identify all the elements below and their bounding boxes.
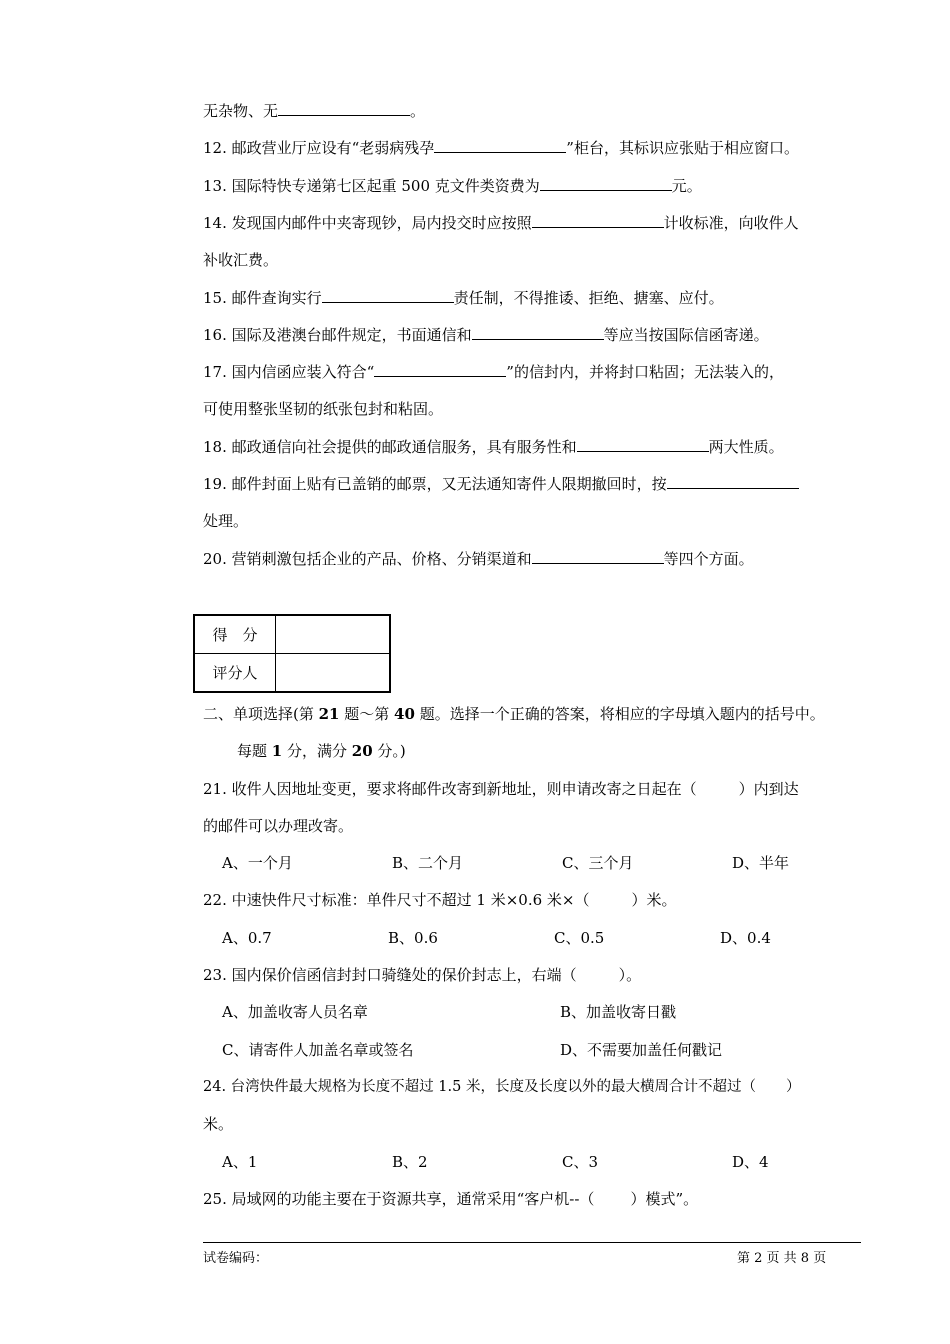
option-a: A、1 [222,1153,258,1171]
question-21: 21. 收件人因地址变更，要求将邮件改寄到新地址，则申请改寄之日起在（ ）内到达 [203,780,799,798]
answer-blank [667,474,799,489]
question-22: 22. 中速快件尺寸标准：单件尺寸不超过 1 米×0.6 米×（ ）米。 [203,891,677,909]
answer-blank [532,213,664,228]
option-c: C、3 [562,1153,599,1171]
option-d: D、0.4 [720,929,771,947]
option-d: D、半年 [732,854,790,872]
answer-blank [532,549,664,564]
option-b: B、加盖收寄日戳 [560,1003,677,1021]
question-17: 17. 国内信函应装入符合“ ”的信封内，并将封口粘固；无法装入的， [203,363,784,381]
option-c: C、请寄件人加盖名章或签名 [222,1041,414,1059]
score-label: 得 分 [194,615,276,654]
question-19-continuation: 处理。 [203,512,249,530]
question-24: 24. 台湾快件最大规格为长度不超过 1.5 米，长度及长度以外的最大横周合计不超过（ ） [203,1079,801,1095]
option-b: B、二个月 [392,854,464,872]
question-12: 12. 邮政营业厅应设有“老弱病残孕 ”柜台，其标识应张贴于相应窗口。 [203,139,799,157]
option-d: D、4 [732,1153,769,1171]
question-14-continuation: 补收汇费。 [203,251,279,269]
question-17-continuation: 可使用整张坚韧的纸张包封和粘固。 [203,400,444,418]
grader-cell [276,654,391,693]
question-15: 15. 邮件查询实行 责任制，不得推诿、拒绝、搪塞、应付。 [203,289,724,307]
answer-blank [472,325,604,340]
section-heading: 二、单项选择(第 21 题～第 40 题。选择一个正确的答案，将相应的字母填入题内的括号中。 [203,705,825,723]
answer-blank [434,138,566,153]
option-a: A、0.7 [222,929,272,947]
exam-code-label: 试卷编码： [203,1251,269,1266]
grader-label: 评分人 [194,654,276,693]
question-21-continuation: 的邮件可以办理改寄。 [203,817,354,835]
question-24-continuation: 米。 [203,1115,234,1133]
answer-blank [278,101,410,116]
question-16: 16. 国际及港澳台邮件规定，书面通信和 等应当按国际信函寄递。 [203,326,769,344]
question-19: 19. 邮件封面上贴有已盖销的邮票，又无法通知寄件人限期撤回时，按 [203,474,799,494]
question-23: 23. 国内保价信函信封封口骑缝处的保价封志上，右端（ ）。 [203,966,642,984]
option-c: C、三个月 [562,854,634,872]
option-a: A、一个月 [222,854,293,872]
option-b: B、0.6 [388,929,438,947]
option-c: C、0.5 [554,929,605,947]
question-18: 18. 邮政通信向社会提供的邮政通信服务，具有服务性和 两大性质。 [203,438,784,456]
option-a: A、加盖收寄人员名章 [222,1003,368,1021]
answer-blank [577,437,709,452]
question-14: 14. 发现国内邮件中夹寄现钞，局内投交时应按照 计收标准，向收件人 [203,214,799,232]
question-25: 25. 局域网的功能主要在于资源共享，通常采用“客户机--（ ）模式”。 [203,1190,699,1208]
answer-blank [540,176,672,191]
answer-blank [374,362,506,377]
answer-blank [322,288,454,303]
option-d: D、不需要加盖任何戳记 [560,1041,723,1059]
page-number: 第 2 页 共 8 页 [737,1251,827,1266]
question-20: 20. 营销刺激包括企业的产品、价格、分销渠道和 等四个方面。 [203,550,754,568]
score-table [193,614,391,693]
score-cell [276,615,391,654]
option-b: B、2 [392,1153,428,1171]
section-heading-continuation: 每题 1 分，满分 20 分。) [237,742,406,760]
footer-divider [203,1242,861,1243]
question-11-continuation: 无杂物、无 。 [203,102,426,120]
question-13: 13. 国际特快专递第七区起重 500 克文件类资费为 元。 [203,177,702,195]
